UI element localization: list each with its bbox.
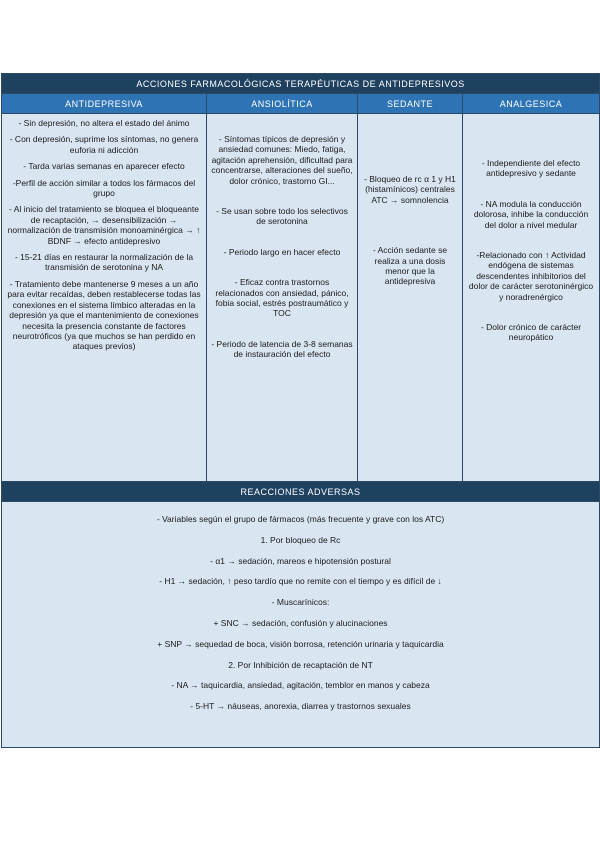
analgesica-cell: [463, 114, 600, 482]
list-item: - Sin depresión, no altera el estado del ánimo: [18, 118, 190, 128]
list-item: - Eficaz contra trastornos relacionados con ansiedad, pánico, fobia social, estrés postraumático y TOC: [215, 277, 349, 319]
list-item: -Relacionado con ↑ Actividad endógena de sistemas descendentes inhibitorios del dolor de carácter serotoninérgico y noradrenérgico: [468, 250, 594, 302]
list-item: - Muscarínicos:: [271, 597, 330, 608]
list-item: -Perfil de acción similar a todos los fármacos del grupo: [12, 177, 196, 199]
list-item: - Al inicio del tratamiento se bloquea el bloqueante de recaptación, → desensibilización → normalización de transmisión monoaminérgica → ↑ BDNF → efecto antidepresivo: [7, 204, 201, 246]
list-item: - 5-HT → náuseas, anorexia, diarrea y trastornos sexuales: [190, 701, 411, 712]
list-item: 2. Por Inhibición de recaptación de NT: [228, 659, 373, 670]
adverse-reactions-title: REACCIONES ADVERSAS: [2, 482, 600, 502]
list-item: + SNP → sequedad de boca, visión borrosa, retención urinaria y taquicardia: [157, 638, 444, 649]
list-item: - Dolor crónico de carácter neuropático: [480, 322, 582, 343]
list-item: - Independiente del efecto antidepresivo y sedante: [481, 158, 581, 179]
list-item: - NA → taquicardia, ansiedad, agitación, temblor en manos y cabeza: [171, 680, 430, 691]
table-title: ACCIONES FARMACOLÓGICAS TERAPÉUTICAS DE ANTIDEPRESIVOS: [2, 74, 600, 94]
list-item: - H1 → sedación, ↑ peso tardío que no remite con el tiempo y es difícil de ↓: [159, 576, 442, 587]
list-item: - Bloqueo de rc α 1 y H1 (histamínicos) centrales ATC → somnolencia: [364, 174, 456, 205]
document-page: [1, 73, 599, 748]
column-header-sedante: SEDANTE: [358, 94, 463, 114]
list-item: - Con depresión, suprime los síntomas, no genera euforia ni adicción: [9, 134, 199, 155]
list-item: - Periodo de latencia de 3-8 semanas de instauración del efecto: [211, 338, 353, 360]
sedante-cell: [358, 114, 463, 482]
antidepresiva-cell: [2, 114, 207, 482]
list-item: - NA modula la conducción dolorosa, inhibe la conducción del dolor a nivel medular: [473, 198, 589, 230]
pharmacology-table: [1, 73, 600, 748]
list-item: - α1 → sedación, mareos e hipotensión postural: [210, 555, 391, 566]
list-item: - Se usan sobre todo los selectivos de serotonina: [216, 206, 348, 227]
adverse-reactions-cell: [2, 502, 600, 748]
list-item: 1. Por bloqueo de Rc: [260, 534, 341, 545]
list-item: - Tratamiento debe mantenerse 9 meses a un año para evitar recaídas, deben restablecerse todas las conexiones en el sistema límbico alteradas en la depresión ya que el mantenimiento de conexiones necesita la presencia constante de factores neurotróficos (ya que muchos se han perdido en ataques previos): [7, 278, 201, 352]
ansiolitica-cell: [207, 114, 358, 482]
list-item: - 15-21 días en restaurar la normalización de la transmisión de serotonina y NA: [14, 252, 194, 273]
column-header-antidepresiva: ANTIDEPRESIVA: [2, 94, 207, 114]
column-header-ansiolitica: ANSIOLÍTICA: [207, 94, 358, 114]
list-item: - Tarda varias semanas en aparecer efecto: [23, 161, 185, 172]
list-item: - Acción sedante se realiza a una dosis menor que la antidepresiva: [372, 245, 448, 287]
list-item: + SNC → sedación, confusión y alucinaciones: [213, 617, 388, 628]
column-header-analgesica: ANALGESICA: [463, 94, 600, 114]
list-item: - Periodo largo en hacer efecto: [223, 246, 341, 257]
list-item: - Variables según el grupo de fármacos (más frecuente y grave con los ATC): [156, 514, 445, 524]
list-item: - Síntomas típicos de depresión y ansiedad comunes: Miedo, fatiga, agitación aprehensión, dificultad para concentrarse, alteraciones del sueño, dolor crónico, trastorno GI...: [211, 134, 353, 186]
